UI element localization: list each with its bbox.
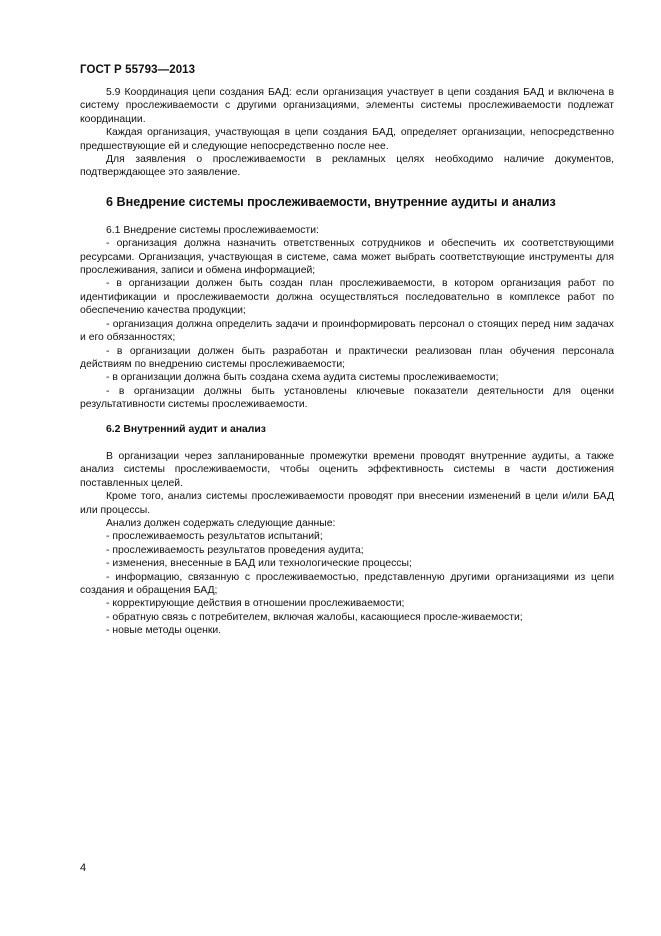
paragraph: В организации через запланированные промежутки времени проводят внутренние аудиты, а также анализ системы прослеживаемости, чтобы оценить эффективность системы в части достижения поставленных целей. xyxy=(80,450,614,489)
section-6-heading: 6 Внедрение системы прослеживаемости, внутренние аудиты и анализ xyxy=(106,194,556,209)
list-item: - прослеживаемость результатов испытаний; xyxy=(106,531,323,543)
list-item: - прослеживаемость результатов проведения аудита; xyxy=(106,544,364,556)
paragraph: Кроме того, анализ системы прослеживаемости проводят при внесении изменений в цели и/или БАД или процессы. xyxy=(80,491,614,516)
paragraph: Анализ должен содержать следующие данные: xyxy=(106,517,336,529)
list-item: - в организации должны быть установлены ключевые показатели деятельности для оценки результативности системы прослеживаемости. xyxy=(80,385,614,411)
paragraph: Каждая организация, участвующая в цепи создания БАД, определяет организации, непосредственно предшествующие ей и следующие непосредственно после нее. xyxy=(80,127,614,152)
list-item: - в организации должен быть разработан и практически реализован план обучения персонала действиям по внедрению системы прослеживаемости; xyxy=(80,345,614,370)
paragraph: Для заявления о прослеживаемости в рекламных целях необходимо наличие документов, подтверждающее это заявление. xyxy=(80,154,614,179)
list-item: - организация должна назначить ответственных сотрудников и обеспечить их соответствующими ресурсами. Организация, участвующая в системе, сама может выбрать соответствующие инструменты для прослеживания, записи и обмена информацией; xyxy=(80,238,614,277)
list-item: - информацию, связанную с прослеживаемостью, представленную другими организациями из цепи создания и обращения БАД; xyxy=(80,571,614,596)
subsection-6-1-heading: 6.1 Внедрение системы прослеживаемости: xyxy=(106,224,319,236)
subsection-6-2-heading: 6.2 Внутренний аудит и анализ xyxy=(106,423,266,435)
list-item: - новые методы оценки. xyxy=(106,625,222,637)
list-item: - в организации должен быть создан план прослеживаемости, в котором организация работ по идентификации и прослеживаемости должна осуществляться последовательно в комплексе работ по обеспечению качества продукции; xyxy=(80,278,614,317)
list-item: - обратную связь с потребителем, включая жалобы, касающиеся просле-живаемости; xyxy=(106,611,523,623)
paragraph-5-9: 5.9 Координация цепи создания БАД: если организация участвует в цепи создания БАД и включена в систему прослеживаемости с другими организациями, элементы системы прослеживаемости подлежат координации. xyxy=(80,87,614,125)
list-item: - организация должна определить задачи и проинформировать персонал о стоящих перед ним задачах и его обязанностях; xyxy=(80,318,614,344)
list-item: - в организации должна быть создана схема аудита системы прослеживаемости; xyxy=(106,372,499,384)
document-body xyxy=(80,86,614,638)
document-header: ГОСТ Р 55793—2013 xyxy=(80,64,196,76)
page-number: 4 xyxy=(80,862,87,874)
list-item: - изменения, внесенные в БАД или технологические процессы; xyxy=(106,558,412,570)
list-item: - корректирующие действия в отношении прослеживаемости; xyxy=(106,598,405,610)
